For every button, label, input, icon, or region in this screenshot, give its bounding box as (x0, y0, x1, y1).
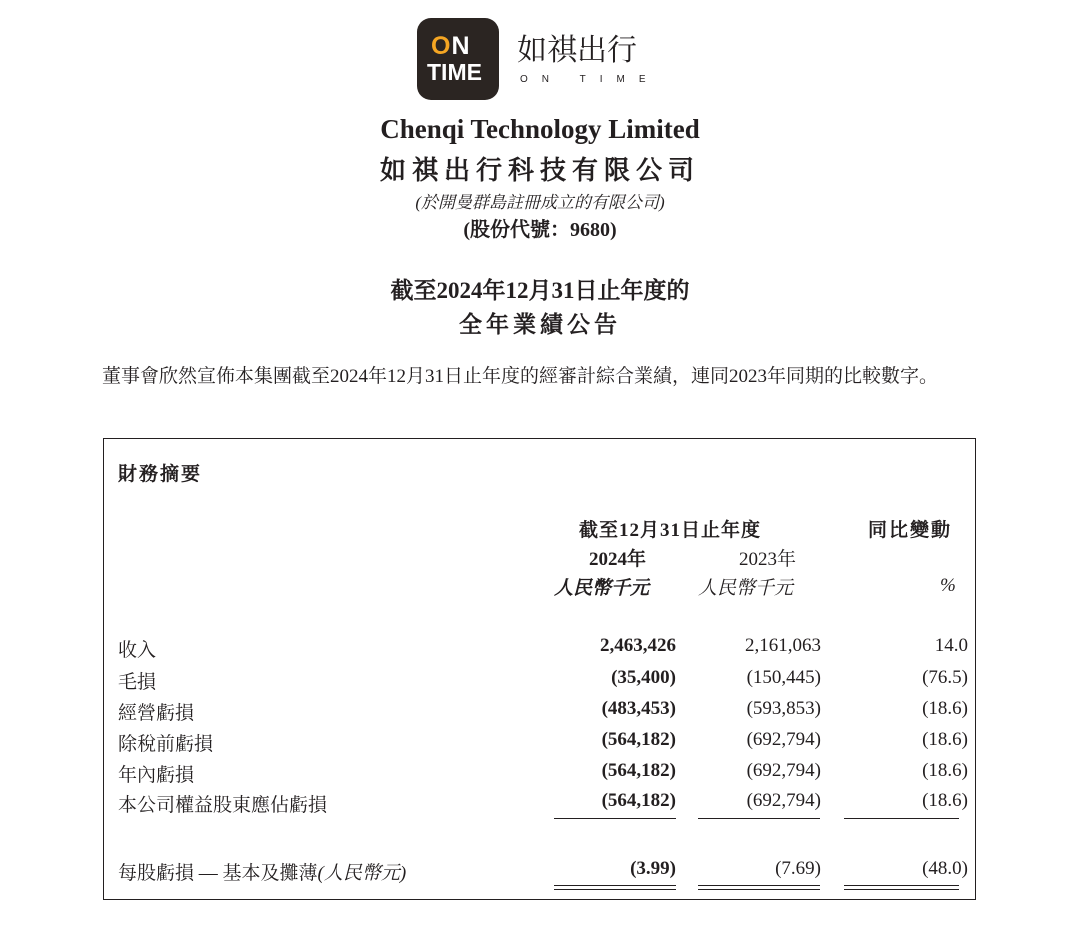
row-gross-loss-prior: (150,445) (746, 667, 821, 688)
row-operating-loss-current: (483,453) (601, 698, 676, 719)
row-label-loss-for-year: 年內虧損 (118, 765, 195, 786)
double-underline-current (554, 885, 676, 890)
underline-change (844, 818, 959, 819)
intro-paragraph: 董事會欣然宣佈本集團截至2024年12月31日止年度的經審計綜合業績，連同2023年同期的比較數字。 (102, 366, 939, 387)
row-revenue-prior: 2,161,063 (745, 635, 821, 656)
row-loss-for-year-current: (564,182) (601, 760, 676, 781)
unit-change-header: % (940, 575, 956, 596)
row-gross-loss-current: (35,400) (611, 667, 676, 688)
announcement-title-line2: 全年業績公告 (459, 312, 621, 337)
summary-title: 財務摘要 (118, 464, 203, 485)
row-label-loss-attributable: 本公司權益股東應佔虧損 (118, 795, 328, 816)
incorporation-note: (於開曼群島註冊成立的有限公司) (415, 193, 665, 212)
row-label-gross-loss: 毛損 (118, 672, 157, 693)
row-operating-loss-change: (18.6) (922, 698, 968, 719)
underline-prior (698, 818, 820, 819)
underline-current (554, 818, 676, 819)
row-loss-before-tax-prior: (692,794) (746, 729, 821, 750)
stock-code: (股份代號：9680) (463, 219, 617, 241)
unit-current-header: 人民幣千元 (554, 578, 650, 599)
company-name-en: Chenqi Technology Limited (380, 114, 700, 144)
row-loss-attributable-change: (18.6) (922, 790, 968, 811)
row-loss-attributable-prior: (692,794) (746, 790, 821, 811)
row-label-revenue: 收入 (118, 640, 157, 661)
row-loss-for-year-change: (18.6) (922, 760, 968, 781)
logo-n: N (451, 32, 471, 60)
row-gross-loss-change: (76.5) (922, 667, 968, 688)
eps-unit: (人民幣元) (317, 863, 407, 884)
row-loss-attributable-current: (564,182) (601, 790, 676, 811)
row-loss-before-tax-current: (564,182) (601, 729, 676, 750)
company-name-cn: 如祺出行科技有限公司 (379, 156, 700, 186)
row-eps-current: (3.99) (630, 858, 676, 879)
row-label-eps (118, 858, 406, 885)
double-underline-prior (698, 885, 820, 890)
logo-pin-o: O (431, 32, 452, 60)
row-eps-change: (48.0) (922, 858, 968, 879)
financial-summary-box (103, 438, 976, 900)
logo-brand-en: ON TIME (520, 74, 660, 85)
row-loss-before-tax-change: (18.6) (922, 729, 968, 750)
double-underline-change (844, 885, 959, 890)
row-revenue-current: 2,463,426 (600, 635, 676, 656)
logo-brand-cn: 如祺出行 (517, 33, 637, 68)
row-label-operating-loss: 經營虧損 (118, 703, 195, 724)
eps-label: 每股虧損 — 基本及攤薄 (118, 863, 318, 884)
row-label-loss-before-tax: 除稅前虧損 (118, 734, 214, 755)
row-loss-for-year-prior: (692,794) (746, 760, 821, 781)
year-current-header: 2024年 (589, 549, 647, 570)
logo-on-text (431, 34, 471, 59)
period-header: 截至12月31日止年度 (579, 520, 762, 541)
change-header: 同比變動 (868, 520, 953, 541)
row-eps-prior: (7.69) (775, 858, 821, 879)
unit-prior-header: 人民幣千元 (698, 578, 794, 599)
logo-badge (417, 18, 499, 100)
year-prior-header: 2023年 (739, 549, 797, 570)
logo-time-text: TIME (427, 59, 482, 85)
row-revenue-change: 14.0 (934, 635, 968, 656)
row-operating-loss-prior: (593,853) (746, 698, 821, 719)
announcement-title-line1: 截至2024年12月31日止年度的 (390, 278, 690, 303)
